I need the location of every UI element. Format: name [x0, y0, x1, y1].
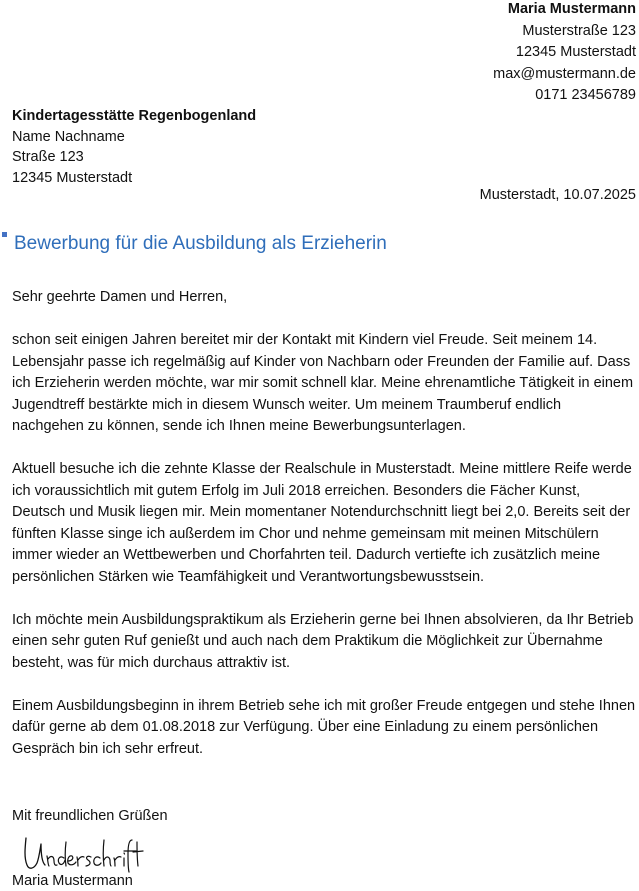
paragraph-1: schon seit einigen Jahren bereitet mir der Kontakt mit Kindern viel Freude. Seit meinem 14. Lebensjahr passe ich regelmäßig auf Kinder von Nachbarn oder Freunden der Familie auf. Dass ich Erzieherin werden möchte, war mir somit schnell klar. Meine ehrenamtliche Tätigkeit in einem Jugendtreff bestärkte mich in diesem Wunsch weiter. Um meinem Traumberuf endlich nachgehen zu können, sende ich Ihnen meine Bewerbungsunterlagen. [12, 332, 634, 434]
recipient-block [12, 106, 256, 188]
handwritten-signature [20, 834, 145, 874]
letter-body [12, 287, 636, 782]
recipient-city: 12345 Musterstadt [12, 169, 133, 186]
recipient-org: Kindertagesstätte Regenbogenland [12, 108, 257, 124]
closing-phrase: Mit freundlichen Grüßen [12, 808, 168, 824]
sender-block [493, 0, 636, 107]
sender-name: Maria Mustermann [507, 1, 636, 17]
paragraph-3: Ich möchte mein Ausbildungspraktikum als Erzieherin gerne bei Ihnen absolvieren, da Ihr Betrieb einen sehr guten Ruf genießt und auch nach dem Praktikum die Möglichkeit zur Übernahme besteht, was für mich durchaus attraktiv ist. [12, 611, 634, 671]
heading-marker [2, 232, 7, 237]
recipient-street: Straße 123 [12, 149, 84, 165]
sender-email: max@mustermann.de [493, 65, 636, 82]
paragraph-4: Einem Ausbildungsbeginn in ihrem Betrieb sehe ich mit großer Freude entgegen und stehe Ihnen dafür gerne ab dem 01.08.2018 zur Verfügung. Über eine Einladung zu einem persönlichen Gespräch bin ich sehr erfreut. [12, 697, 636, 757]
sender-street: Musterstraße 123 [522, 22, 636, 39]
salutation: Sehr geehrte Damen und Herren, [12, 289, 228, 305]
signer-name: Maria Mustermann [12, 873, 133, 889]
sender-phone: 0171 23456789 [535, 87, 636, 103]
sender-city: 12345 Musterstadt [515, 44, 636, 60]
subject-heading: Bewerbung für die Ausbildung als Erzieherin [14, 233, 387, 254]
paragraph-2: Aktuell besuche ich die zehnte Klasse der Realschule in Musterstadt. Meine mittlere Reife werde ich voraussichtlich mit gutem Erfolg im Juli 2018 erreichen. Besonders die Fächer Kunst, Deutsch und Musik liegen mir. Mein momentaner Notendurchschnitt liegt bei 2,0. Bereits seit der fünften Klasse singe ich außerdem im Chor und nehme gemeinsam mit meinen Mitschülern immer wieder an Wettbewerben und Chorfahrten teil. Dadurch vertiefte ich zusätzlich meine persönlichen Stärken wie Teamfähigkeit und Verantwortungsbewusstsein. [12, 461, 632, 585]
date-line: Musterstadt, 10.07.2025 [479, 187, 636, 203]
recipient-name: Name Nachname [12, 128, 125, 145]
